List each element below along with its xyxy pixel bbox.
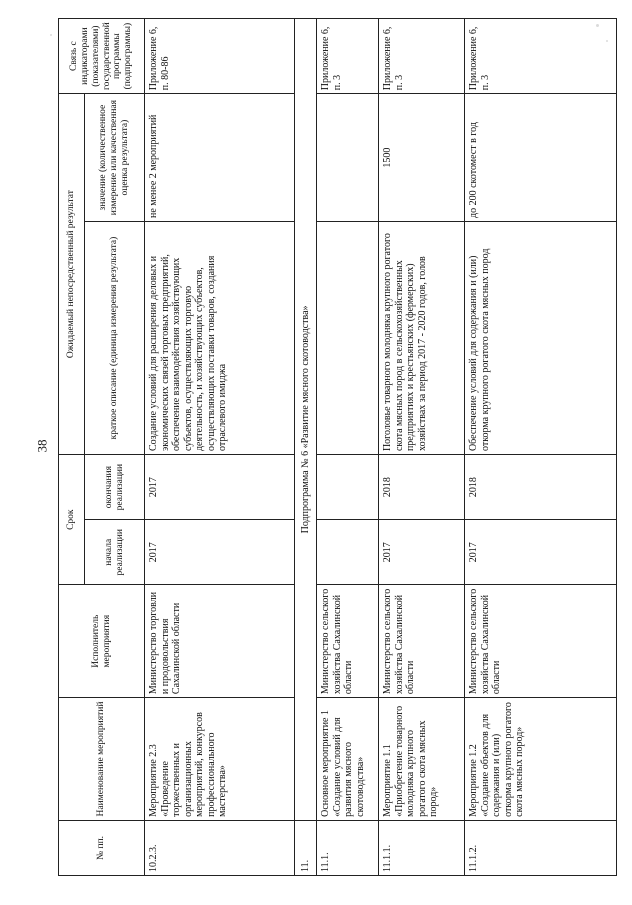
header-expected: Ожидаемый непосредственный результат — [59, 94, 85, 455]
row-num: 11. — [295, 820, 317, 875]
row-desc: Обеспечение условий для содержания и (или) откорма крупного рогатого скота мясных пород — [465, 222, 617, 455]
header-name: Наименование мероприятий — [59, 698, 145, 821]
row-num: 11.1. — [317, 820, 379, 875]
row-link: Приложение 6, п. 3 — [379, 19, 465, 94]
scan-speck — [596, 24, 599, 27]
row-link: Приложение 6, п. 80-86 — [145, 19, 295, 94]
table-row — [465, 19, 617, 876]
row-desc: Создание условий для расширения деловых и экономических связей торговых предприятий, обеспечение взаимодействия хозяйствующих субъектов, осуществляющих торговую деятельность, и хозяйствующих субъектов, осуществляющих поставки товаров, создания отраслевого имиджа — [145, 222, 295, 455]
header-link: Связь с индикаторами (показателями) государственной программы (подпрограммы) — [59, 19, 145, 94]
row-start: 2017 — [465, 520, 617, 585]
subprogram-title: Подпрограмма № 6 «Развитие мясного скотоводства» — [295, 19, 317, 821]
measures-table — [58, 18, 617, 876]
row-executor: Министерство сельского хозяйства Сахалинской области — [465, 585, 617, 698]
header-value: значение (количественное измерение или качественная оценка результата) — [85, 94, 145, 222]
row-name: Мероприятие 2.3 «Проведение торжественных и организационных мероприятий, конкурсов профессионального мастерства» — [145, 698, 295, 821]
row-end: 2017 — [145, 455, 295, 520]
row-link: Приложение 6, п. 3 — [465, 19, 617, 94]
table-row — [295, 19, 317, 876]
row-start: 2017 — [379, 520, 465, 585]
row-executor: Министерство сельского хозяйства Сахалинской области — [317, 585, 379, 698]
row-start — [317, 520, 379, 585]
header-term-start: начала реализации — [85, 520, 145, 585]
table-row — [317, 19, 379, 876]
table-row — [145, 19, 295, 876]
header-num: № пп. — [59, 820, 145, 875]
header-executor: Исполнитель мероприятия — [59, 585, 145, 698]
header-short-desc: краткое описание (единица измерения результата) — [85, 222, 145, 455]
row-value — [317, 94, 379, 222]
row-value: 1500 — [379, 94, 465, 222]
row-name: Мероприятие 1.2 «Создание объектов для содержания и (или) откорма крупного рогатого скота мясных пород» — [465, 698, 617, 821]
scan-speck — [606, 40, 608, 42]
row-name: Мероприятие 1.1 «Приобретение товарного молодняка крупного рогатого скота мясных пород» — [379, 698, 465, 821]
rotated-document-table — [58, 18, 616, 876]
row-executor: Министерство сельского хозяйства Сахалинской области — [379, 585, 465, 698]
header-term-end: окончания реализации — [85, 455, 145, 520]
row-name: Основное мероприятие 1 «Создание условий для развития мясного скотоводства» — [317, 698, 379, 821]
header-term: Срок — [59, 455, 85, 585]
row-end: 2018 — [465, 455, 617, 520]
row-num: 10.2.3. — [145, 820, 295, 875]
row-value: до 200 скотомест в год — [465, 94, 617, 222]
row-executor: Министерство торговли и продовольствия Сахалинской области — [145, 585, 295, 698]
row-start: 2017 — [145, 520, 295, 585]
page-number: 38 — [34, 439, 50, 453]
table-row — [379, 19, 465, 876]
row-desc — [317, 222, 379, 455]
row-value: не менее 2 мероприятий — [145, 94, 295, 222]
row-end — [317, 455, 379, 520]
row-end: 2018 — [379, 455, 465, 520]
row-num: 11.1.2. — [465, 820, 617, 875]
row-desc: Поголовье товарного молодняка крупного рогатого скота мясных пород в сельскохозяйственных предприятиях и крестьянских (фермерских) хозяйствах за период 2017 - 2020 годов, голов — [379, 222, 465, 455]
row-num: 11.1.1. — [379, 820, 465, 875]
row-link: Приложение 6, п. 3 — [317, 19, 379, 94]
scan-speck — [50, 34, 52, 36]
